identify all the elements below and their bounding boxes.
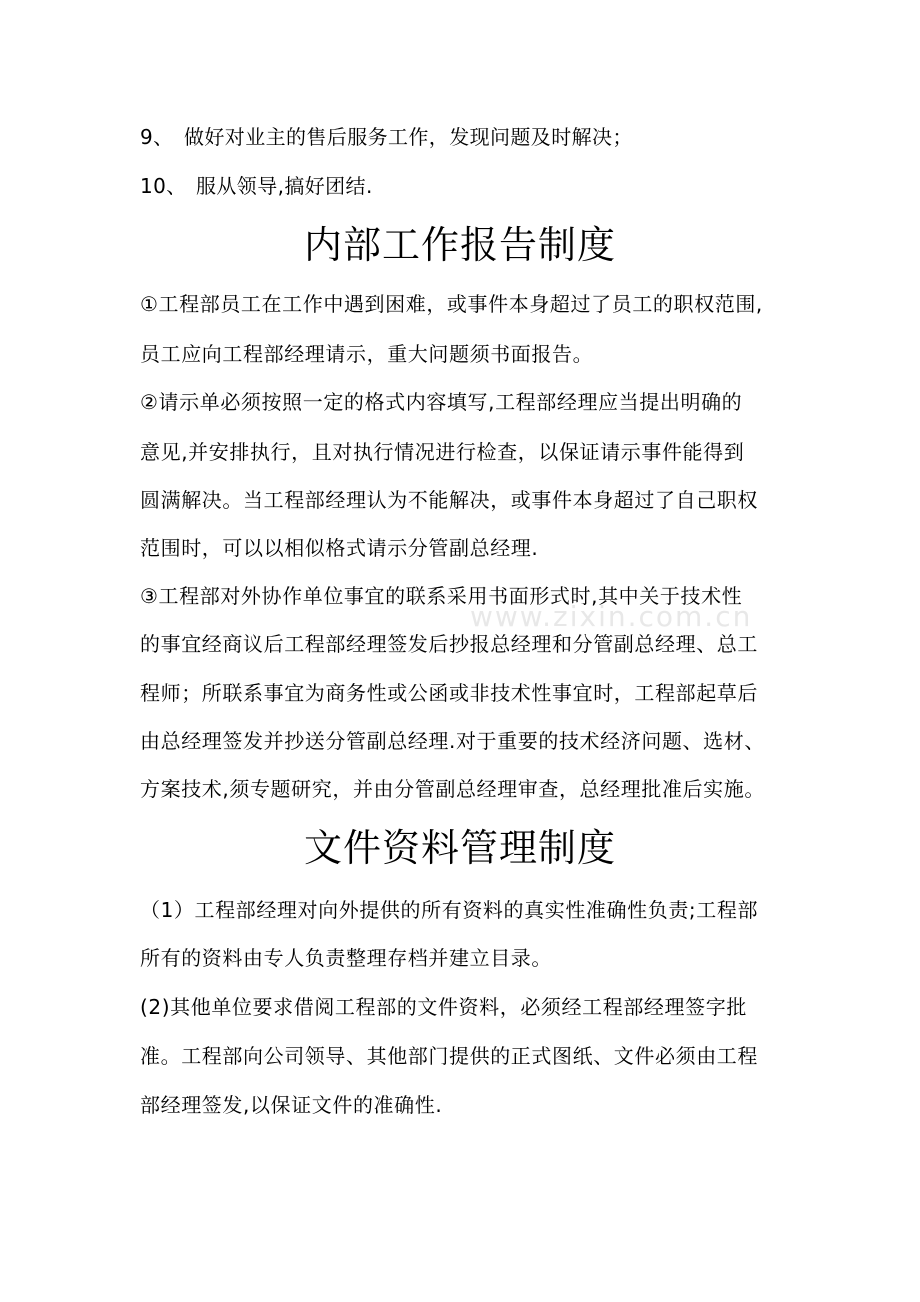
list-text: 做好对业主的售后服务工作，发现问题及时解决； (184, 125, 633, 149)
paragraph-line: 圆满解决。当工程部经理认为不能解决，或事件本身超过了自己职权 (140, 488, 758, 512)
list-text: 服从领导,搞好团结. (196, 174, 373, 198)
paragraph-line: ③工程部对外协作单位事宜的联系采用书面形式时,其中关于技术性 (140, 584, 743, 608)
paragraph-line: ②请示单必须按照一定的格式内容填写,工程部经理应当提出明确的 (140, 390, 743, 414)
paragraph-line: 员工应向工程部经理请示，重大问题须书面报告。 (140, 342, 594, 366)
paragraph-line: 范围时，可以以相似格式请示分管副总经理. (140, 536, 539, 560)
section-heading-document-management: 文件资料管理制度 (303, 826, 616, 870)
paragraph-line: 意见,并安排执行，且对执行情况进行检查，以保证请示事件能得到 (140, 440, 745, 464)
paragraph-line: 准。工程部向公司领导、其他部门提供的正式图纸、文件必须由工程 (140, 1044, 758, 1068)
paragraph-line: 的事宜经商议后工程部经理签发后抄报总经理和分管副总经理、总工 (140, 632, 758, 656)
paragraph-line: (2)其他单位要求借阅工程部的文件资料，必须经工程部经理签字批 (140, 995, 747, 1019)
list-item-10 (140, 172, 373, 200)
paragraph-line: 由总经理签发并抄送分管副总经理.对于重要的技术经济问题、选材、 (140, 729, 765, 753)
paragraph-line: 部经理签发,以保证文件的准确性. (140, 1093, 443, 1117)
paragraph-line: ①工程部员工在工作中遇到困难，或事件本身超过了员工的职权范围, (140, 292, 763, 316)
paragraph-line: （1）工程部经理对向外提供的所有资料的真实性准确性负责;工程部 (140, 898, 759, 922)
list-number: 9、 (140, 125, 174, 149)
list-item-9 (140, 123, 633, 151)
section-heading-internal-report: 内部工作报告制度 (303, 223, 616, 267)
paragraph-line: 方案技术,须专题研究，并由分管副总经理审查，总经理批准后实施。 (140, 777, 765, 801)
watermark: www.zixin.com.cn (470, 600, 753, 633)
list-number: 10、 (140, 174, 187, 198)
paragraph-line: 程师；所联系事宜为商务性或公函或非技术性事宜时，工程部起草后 (140, 681, 758, 705)
paragraph-line: 所有的资料由专人负责整理存档并建立目录。 (140, 946, 552, 970)
